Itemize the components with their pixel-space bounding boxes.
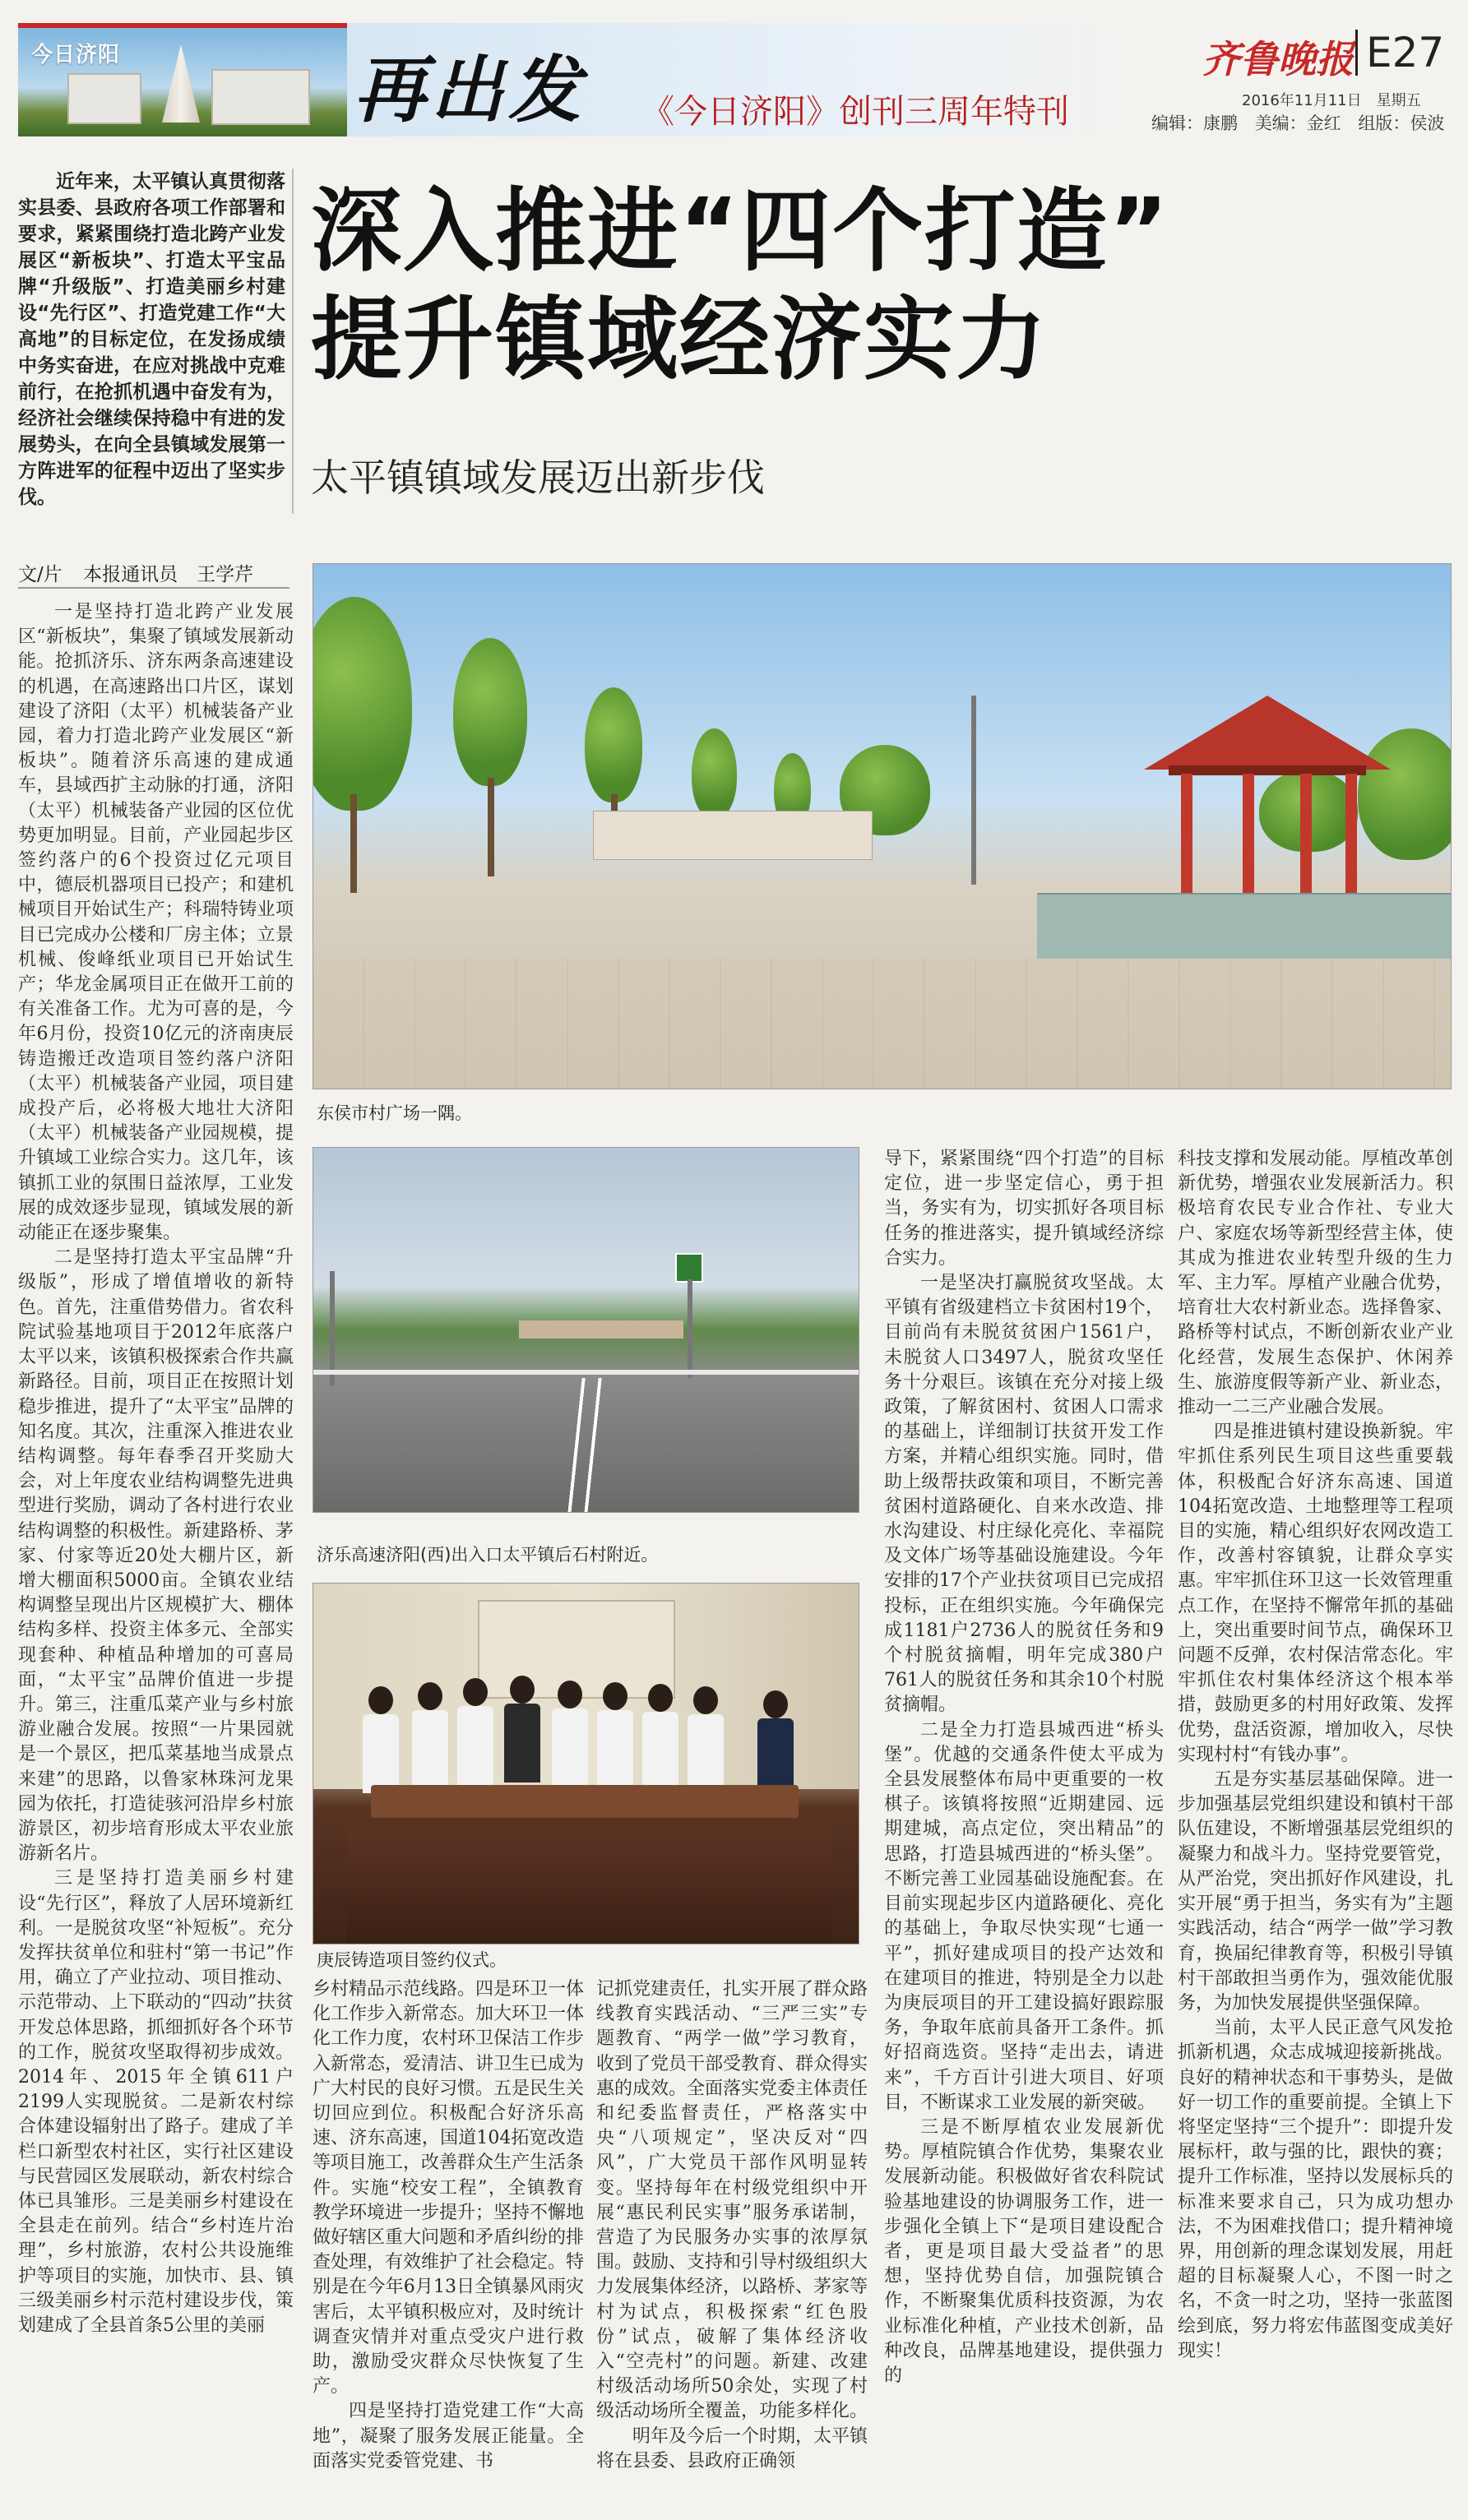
article-paragraph: 四是推进镇村建设换新貌。牢牢抓住系列民生项目这些重要载体，积极配合好济东高速、国道104拓宽改造、土地整理等工程项目的实施，精心组织好农网改造工作，改善村容镇貌，让群众享实惠。牢牢抓住环卫这一长效管理重点工作，在坚持不懈常年抓的基础上，突出重要时间节点，确保环卫问题不反弹，农村保洁常态化。牢牢抓住农村集体经济这个根本举措，鼓励更多的村用好政策、发挥优势，盘活资源，增加收入，尽快实现村村“有钱办事”。 [1178,1422,1453,1765]
page-header [0,0,1468,140]
byline-label: 文/片 [18,564,63,585]
article-paragraph: 一是坚决打赢脱贫攻坚战。太平镇有省级建档立卡贫困村19个，目前尚有未脱贫贫困户1561户，未脱贫人口3497人，脱贫攻坚任务十分艰巨。该镇在充分对接上级政策，了解贫困村、贫困人口需求的基础上，详细制订扶贫开发工作方案，并精心组织实施。同时，借助上级帮扶政策和项目，不断完善贫困村道路硬化、自来水改造、排水沟建设、村庄绿化亮化、幸福院及文体广场等基础设施建设。今年安排的17个产业扶贫项目已完成招投标，正在组织实施。今年确保完成1181户2736人的脱贫任务和9个村脱贫摘帽，明年完成380户761人的脱贫任务和其余10个村脱贫摘帽。 [884,1273,1164,1716]
article-paragraph: 当前，太平人民正意气风发抢抓新机遇，众志成城迎接新挑战。良好的精神状态和干事势头，是做好一切工作的重要前提。全镇上下将坚定坚持“三个提升”：即提升发展标杆，敢与强的比，跟快的赛；提升工作标准，坚持以发展标兵的标准来要求自己，只为成功想办法，不为困难找借口；提升精神境界，用创新的理念谋划发展，用赶超的目标凝聚人心，不图一时之名，不贪一时之功，坚持一张蓝图绘到底，努力将宏伟蓝图变成美好现实！ [1178,2018,1453,2361]
photo-expressway-exit [313,1147,859,1513]
article-paragraph: 二是坚持打造太平宝品牌“升级版”，形成了增值增收的新特色。首先，注重借势借力。省农科院试验基地项目于2012年底落户太平以来，该镇积极探索合作共赢新路径。目前，项目正在按照计划稳步推进，提升了“太平宝”品牌的知名度。其次，注重深入推进农业结构调整。每年春季召开奖励大会，对上年度农业结构调整先进典型进行奖励，调动了各村进行农业结构调整的积极性。新建路桥、茅家、付家等近20处大棚片区，新增大棚面积5000亩。全镇农业结构调整呈现出片区规模扩大、棚体结构多样、投资主体多元、全部实现套种、种植品种增加的可喜局面，“太平宝”品牌价值进一步提升。第三，注重瓜菜产业与乡村旅游业融合发展。按照“一片果园就是一个景区，把瓜菜基地当成景点来建”的思路，以鲁家林珠河龙果园为依托，打造徒骇河沿岸乡村旅游景区，初步培育形成太平农业旅游新名片。 [18,1247,294,1865]
article-paragraph: 明年及今后一个时期，太平镇将在县委、县政府正确领 [596,2425,868,2471]
article-paragraph: 一是坚持打造北跨产业发展区“新板块”，集聚了镇域发展新动能。抢抓济乐、济东两条高速建设的机遇，在高速路出口片区，谋划建设了济阳（太平）机械装备产业园，着力打造北跨产业发展区“新板块”。随着济乐高速的建成通车，县域西扩主动脉的打通，济阳（太平）机械装备产业园的区位优势更加明显。目前，产业园起步区签约落户的6个投资过亿元项目中，德辰机器项目已投产；和建机械项目开始试生产；科瑞特铸业项目已完成办公楼和厂房主体；立景机械、俊峰纸业项目已开始试生产；华龙金属项目正在做开工前的有关准备工作。尤为可喜的是，今年6月份，投资10亿元的济南庚辰铸造搬迁改造项目签约落户济阳（太平）机械装备产业园，项目建成投产后，必将极大地壮大济阳（太平）机械装备产业园规模，提升镇域工业综合实力。这几年，该镇抓工业的氛围日益浓厚，工业发展的成效逐步显现，镇域发展的新动能正在逐步聚集。 [18,602,294,1244]
article-column-4 [884,1147,1164,2508]
article-column-5 [1178,1147,1453,2508]
article-paragraph: 科技支撑和发展动能。厚植改革创新优势，增强农业发展新活力。积极培育农民专业合作社、专业大户、家庭农场等新型经营主体，使其成为推进农业转型升级的生力军、主力军。厚植产业融合优势，培育壮大农村新业态。选择鲁家、路桥等村试点，不断创新农业产业化经营，发展生态保护、休闲养生、旅游度假等新产业、新业态，推动一二三产业融合发展。 [1178,1149,1453,1418]
article-paragraph: 三是坚持打造美丽乡村建设“先行区”，释放了人居环境新红利。一是脱贫攻坚“补短板”。充分发挥扶贫单位和驻村“第一书记”作用，确立了产业拉动、项目推动、示范带动、上下联动的“四动”扶贫开发总体思路，抓细抓好各个环节的工作，脱贫攻坚取得初步成效。2014年、2015年全镇611户2199人实现脱贫。二是新农村综合体建设辐射出了路子。建成了羊栏口新型农村社区，实行社区建设与民营园区发展联动，新农村综合体已具雏形。三是美丽乡村建设在全县走在前列。结合“乡村连片治理”，乡村旅游，农村公共设施维护等项目的实施，加快市、县、镇三级美丽乡村示范村建设步伐，策划建成了全县首条5公里的美丽 [18,1868,294,2337]
calligraphy-title: 再出发 [354,47,586,132]
article-paragraph: 二是全力打造县城西进“桥头堡”。优越的交通条件使太平成为全县发展整体布局中更重要的一枚棋子。该镇将按照“近期建园、远期建城，高点定位，突出精品”的思路，打造县城西进的“桥头堡”。不断完善工业园基础设施配套。在目前实现起步区内道路硬化、亮化的基础上，争取尽快实现“七通一平”，抓好建成项目的投产达效和在建项目的推进，特别是全力以赴为庚辰项目的开工建设搞好跟踪服务，争取年底前具备开工条件。抓好招商选资。坚持“走出去，请进来”，千方百计引进大项目、好项目，不断谋求工业发展的新突破。 [884,1719,1164,2113]
photo-caption: 济乐高速济阳(西)出入口太平镇后石村附近。 [317,1545,659,1565]
article-paragraph: 导下，紧紧围绕“四个打造”的目标定位，进一步坚定信心，勇于担当，务实有为，切实抓好各项目标任务的推进落实，提升镇域经济综合实力。 [884,1149,1164,1269]
issue-date: 2016年11月11日 星期五 [1242,92,1421,109]
article-paragraph: 记抓党建责任，扎实开展了群众路线教育实践活动、“三严三实”专题教育、“两学一做”学习教育，收到了党员干部受教育、群众得实惠的成效。全面落实党委主体责任和纪委监督责任，严格落实中央“八项规定”，坚决反对“四风”，广大党员干部作风明显转变。坚持每年在村级党组织中开展“惠民利民实事”服务承诺制，营造了为民服务办实事的浓厚氛围。鼓励、支持和引导村级组织大力发展集体经济，以路桥、茅家等村为试点，积极探索“红色股份”试点，破解了集体经济收入“空壳村”的问题。新建、改建村级活动场所50余处，实现了村级活动场所全覆盖，功能多样化。 [596,1979,868,2422]
headline-line-1: 深入推进“四个打造” [311,178,1170,284]
photo-signing-ceremony [313,1583,859,1944]
article-paragraph: 乡村精品示范线路。四是环卫一体化工作步入新常态。加大环卫一体化工作力度，农村环卫保洁工作步入新常态，爱清洁、讲卫生已成为广大村民的良好习惯。五是民生关切回应到位。积极配合好济乐高速、济东高速，国道104拓宽改造等项目施工，改善群众生产生活条件。实施“校安工程”，全镇教育教学环境进一步提升；坚持不懈地做好辖区重大问题和矛盾纠纷的排查处理，有效维护了社会稳定。特别是在今年6月13日全镇暴风雨灾害后，太平镇积极应对，及时统计调查灾情并对重点受灾户进行救助，激励受灾群众尽快恢复了生产。 [313,1979,584,2397]
divider [292,169,294,514]
article-column-1 [18,600,294,2508]
photo-village-square [313,563,1452,1089]
lead-paragraph: 近年来，太平镇认真贯彻落实县委、县政府各项工作部署和要求，紧紧围绕打造北跨产业发展区“新板块”、打造太平宝品牌“升级版”、打造美丽乡村建设“先行区”、打造党建工作“大高地”的目标定位，在发扬成绩中务实奋进，在应对挑战中克难前行，在抢抓机遇中奋发有为，经济社会继续保持稳中有进的发展势头，在向全县镇域发展第一方阵进军的征程中迈出了坚实步伐。 [18,171,285,508]
headline [311,177,1170,394]
layout-credit: 组版：侯波 [1358,113,1445,133]
byline-reporter: 本报通讯员 王学芹 [83,564,254,585]
article-column-2 [313,1977,584,2508]
photo-caption: 庚辰铸造项目签约仪式。 [317,1950,507,1970]
article-paragraph: 五是夯实基层基础保障。进一步加强基层党组织建设和镇村干部队伍建设，不断增强基层党组织的凝聚力和战斗力。坚持党要管党，从严治党，突出抓好作风建设，扎实开展“勇于担当，务实有为”主题实践活动，结合“两学一做”学习教育，换届纪律教育等，积极引导镇村干部敢担当勇作为，强效能优服务，为加快发展提供坚强保障。 [1178,1769,1453,2014]
article-column-3 [596,1977,868,2508]
section-label: 今日济阳 [31,43,121,67]
divider [18,587,289,589]
photo-caption: 东侯市村广场一隅。 [317,1103,472,1123]
article-paragraph: 四是坚持打造党建工作“大高地”，凝聚了服务发展正能量。全面落实党委管党建、书 [313,2401,584,2471]
article-paragraph: 三是不断厚植农业发展新优势。厚植院镇合作优势，集聚农业发展新动能。积极做好省农科院试验基地建设的协调服务工作，进一步强化全镇上下“是项目建设配合者，更是项目最大受益者”的思想，坚持优势自信，加强院镇合作，不断聚集优质科技资源，为农业标准化种植，产业技术创新，品种改良，品牌基地建设，提供强力的 [884,2116,1164,2386]
art-editor-credit: 美编：金红 [1254,113,1341,133]
byline [18,559,268,586]
headline-line-2: 提升镇域经济实力 [311,287,1048,392]
page-number: E27 [1355,30,1444,76]
newspaper-logo: 齐鲁晚报 [1202,37,1354,81]
subheadline: 太平镇镇域发展迈出新步伐 [311,455,765,500]
editor-credit: 编辑：康鹏 [1151,113,1238,133]
staff-credits [1151,110,1456,135]
special-issue-title: 《今日济阳》创刊三周年特刊 [641,93,1069,131]
